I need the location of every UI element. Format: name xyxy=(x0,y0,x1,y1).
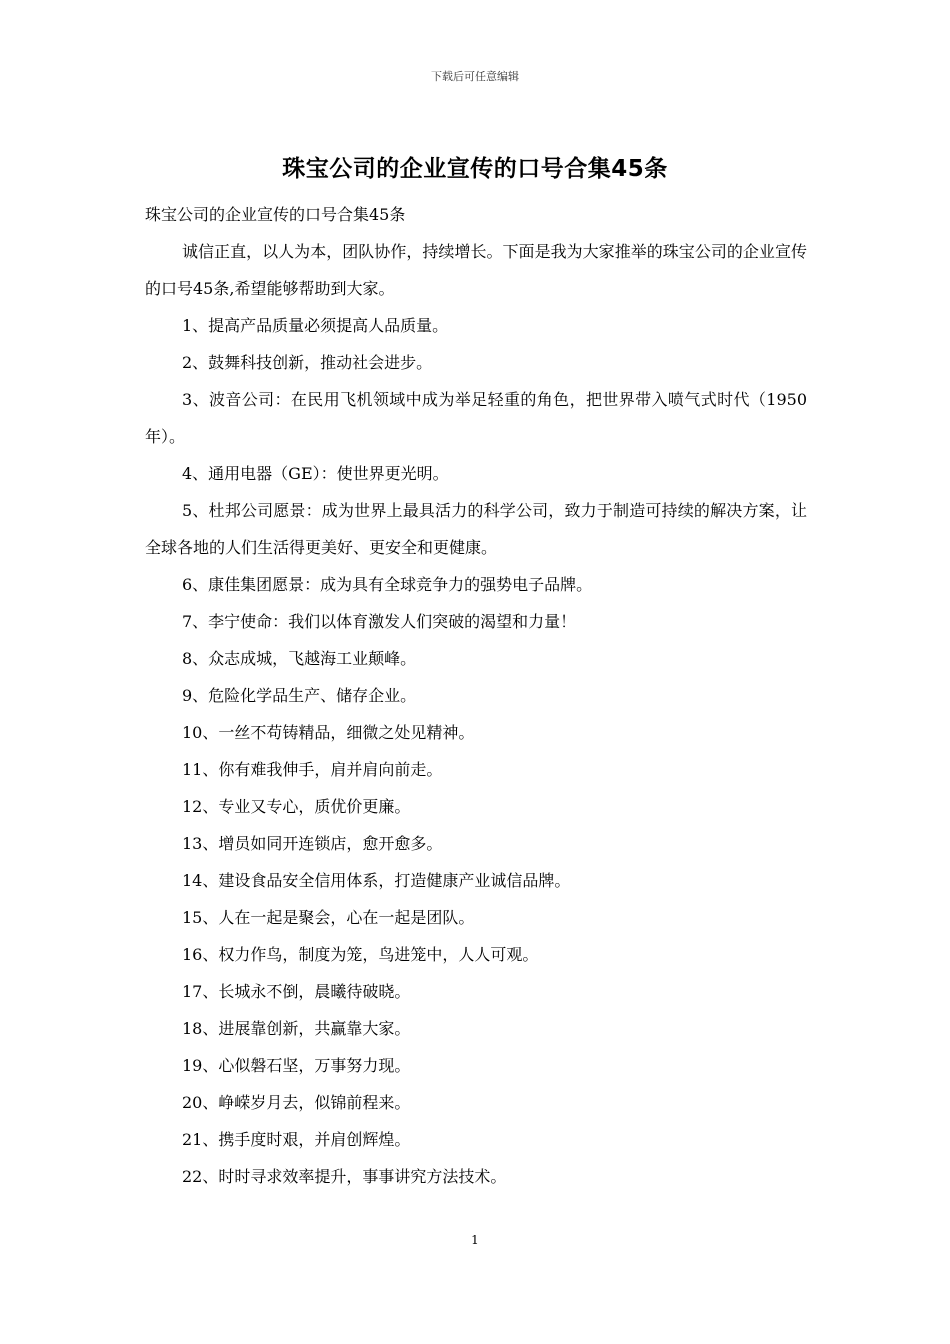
list-item: 21、携手度时艰，并肩创辉煌。 xyxy=(182,1130,411,1149)
list-item: 11、你有难我伸手，肩并肩向前走。 xyxy=(182,760,443,779)
subtitle-line: 珠宝公司的企业宣传的口号合集45条 xyxy=(145,205,406,224)
list-item: 3、波音公司：在民用飞机领域中成为举足轻重的角色，把世界带入喷气式时代（1950年）。 xyxy=(145,390,807,446)
list-item: 16、权力作鸟，制度为笼，鸟进笼中，人人可观。 xyxy=(182,945,539,964)
list-item: 10、一丝不苟铸精品，细微之处见精神。 xyxy=(182,723,475,742)
list-item: 2、鼓舞科技创新，推动社会进步。 xyxy=(182,353,433,372)
list-item: 17、长城永不倒，晨曦待破晓。 xyxy=(182,982,411,1001)
list-item: 8、众志成城，飞越海工业颠峰。 xyxy=(182,649,417,668)
list-item: 15、人在一起是聚会，心在一起是团队。 xyxy=(182,908,475,927)
intro-paragraph: 诚信正直，以人为本，团队协作，持续增长。下面是我为大家推举的珠宝公司的企业宣传的口号45条,希望能够帮助到大家。 xyxy=(145,242,807,298)
document-title: 珠宝公司的企业宣传的口号合集45条 xyxy=(282,156,668,182)
list-item: 7、李宁使命：我们以体育激发人们突破的渴望和力量！ xyxy=(182,612,577,631)
list-item: 13、增员如同开连锁店，愈开愈多。 xyxy=(182,834,443,853)
list-item: 9、危险化学品生产、储存企业。 xyxy=(182,686,417,705)
list-item: 4、通用电器（GE）：使世界更光明。 xyxy=(182,464,449,483)
page-number: 1 xyxy=(471,1233,479,1247)
list-item: 19、心似磐石坚，万事努力现。 xyxy=(182,1056,411,1075)
list-item: 18、进展靠创新，共赢靠大家。 xyxy=(182,1019,411,1038)
list-item: 5、杜邦公司愿景：成为世界上最具活力的科学公司，致力于制造可持续的解决方案，让全球各地的人们生活得更美好、更安全和更健康。 xyxy=(145,501,807,557)
list-item: 22、时时寻求效率提升，事事讲究方法技术。 xyxy=(182,1167,507,1186)
header-note: 下载后可任意编辑 xyxy=(431,70,519,83)
list-item: 14、建设食品安全信用体系，打造健康产业诚信品牌。 xyxy=(182,871,571,890)
list-item: 12、专业又专心，质优价更廉。 xyxy=(182,797,411,816)
list-item: 1、提高产品质量必须提高人品质量。 xyxy=(182,316,449,335)
list-item: 6、康佳集团愿景：成为具有全球竞争力的强势电子品牌。 xyxy=(182,575,593,594)
list-item: 20、峥嵘岁月去，似锦前程来。 xyxy=(182,1093,411,1112)
document-body xyxy=(145,196,807,1195)
